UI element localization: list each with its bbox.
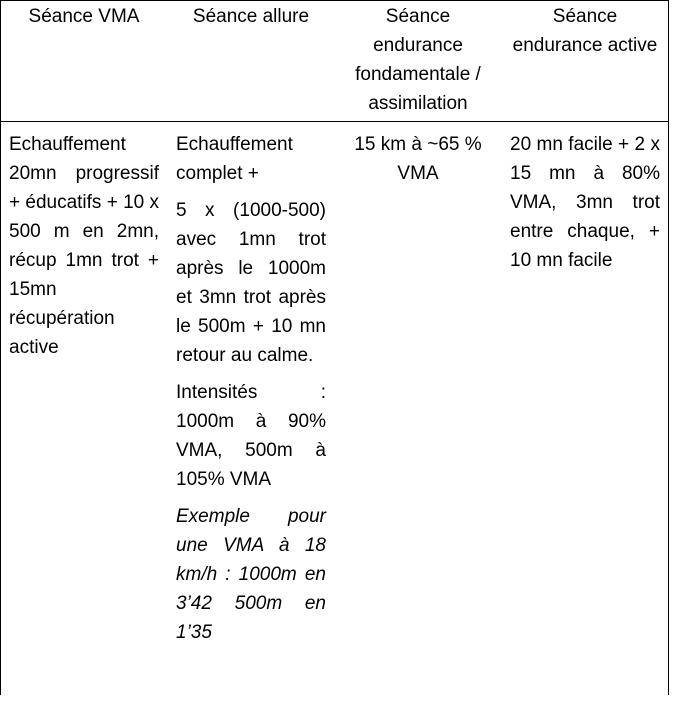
table-top-border [0,0,669,1]
table-left-border [0,0,1,695]
cell-fondamentale-text: 15 km à ~65 % VMA [354,134,482,184]
cell-endurance-fondamentale [344,130,492,188]
cell-active-text: 20 mn facile + 2 x 15 mn à 80% VMA, 3mn trot entre chaque, + 10 mn facile [510,134,660,271]
allure-paragraph-1: Echauffement complet + [176,134,293,184]
header-allure: Séance allure [192,6,310,27]
header-endurance-active: Séance endurance active [512,6,658,56]
header-vma: Séance VMA [28,6,140,27]
allure-paragraph-2: 5 x (1000-500) avec 1mn trot après le 1000m et 3mn trot après le 500m + 10 mn retour au calme. [176,200,326,366]
cell-allure [176,130,326,647]
allure-paragraph-4: Exemple pour une VMA à 18 km/h : 1000m en 3’42 500m en 1’35 [176,506,326,643]
header-endurance-fondamentale: Séance endurance fondamentale / assimilation [355,6,481,114]
cell-vma-text: Echauffement 20mn progressif + éducatifs + 10 x 500 m en 2mn, récup 1mn trot + 15mn récupération active [9,134,159,358]
allure-paragraph-3: Intensités : 1000m à 90% VMA, 500m à 105% VMA [176,382,326,490]
cell-endurance-active [510,130,660,275]
table-right-border [668,0,669,695]
cell-vma [9,130,159,362]
header-divider [0,121,669,122]
